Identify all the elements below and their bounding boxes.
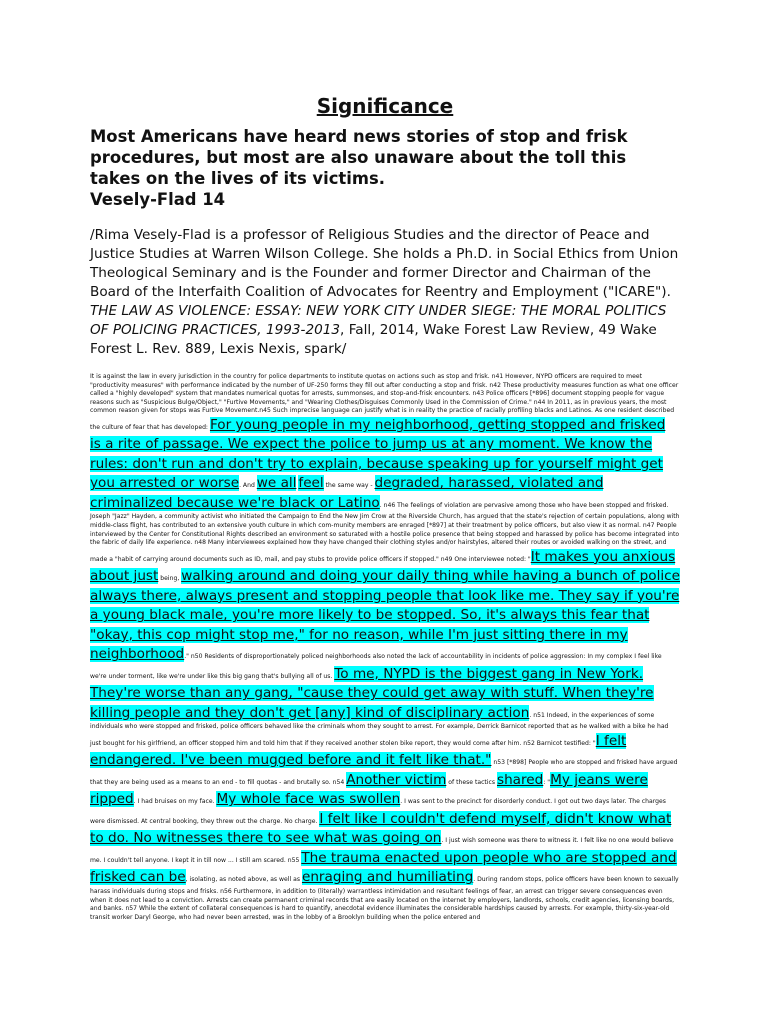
small-text: It is against the law in every jurisdiction in the country for police departments to institute quotas on actions such as stop and frisk. n41 However, NYPD officers are required to meet "productivity measures" with performance indicated by the number of UF-250 forms they fill out after conducting a stop and frisk. n42 These productivity measures function as what one officer called a "highly developed" system that mandates numerical quotas for arrests, summonses, and stop-and-frisk encounters. n43 Police officers [*896] document stopping people for vague reasons such as "Suspicious Bulge/Object," "Furtive Movements," and "Wearing Clothes/Disguises Commonly Used in the Commission of Crime." n44 In 2011, as in previous years, the most common reason given for stops was Furtive Movement.n45 Such imprecise language can justify what is in reality the practice of racially profiling blacks and Latinos. As one resident described the culture of fear that has developed: [90, 373, 679, 431]
citation-pre: /Rima Vesely-Flad is a professor of Religious Studies and the director of Peace and Justice Studies at Warren Wilson College. She holds a Ph.D. in Social Ethics from Union Theological Seminary and is the Founder and former Director and Chairman of the Board of the Interfaith Coalition of Advocates for Reentry and Employment ("ICARE"). [90, 227, 679, 300]
page-title: Significance [316, 94, 454, 118]
highlighted-text: we all [256, 475, 297, 492]
highlighted-text: For young people in my neighborhood, getting stopped and frisked is a rite of passage. We expect the police to jump us at any moment. We know the rules: don't run and don't try to explain, because speaking up for yourself might get you arrested or worse [90, 416, 666, 492]
document-page [90, 94, 680, 922]
highlighted-text: feel [298, 475, 324, 492]
small-text: . I just wish someone was there to witness it. I felt like no one would believe me. I couldn't tell anyone. I kept it in till now ... I still am scared. n55 [90, 837, 674, 864]
cite-author: Vesely-Flad 14 [90, 190, 226, 209]
small-text: . I had bruises on my face. [133, 798, 217, 806]
citation-post: , Fall, 2014, Wake Forest Law Review, 49 Wake Forest L. Rev. 889, Lexis Nexis, spark/ [90, 322, 657, 357]
highlighted-text: I felt like I couldn't defend myself, didn't know what to do. No witnesses there to see what was going on [90, 810, 672, 847]
highlighted-text: shared [496, 771, 544, 788]
citation [90, 226, 680, 359]
small-text: the same way - [323, 482, 375, 490]
small-text: of these tactics [446, 778, 497, 786]
small-text: , isolating, as noted above, as well as [185, 876, 302, 884]
highlighted-text: It makes you anxious about just [90, 548, 676, 585]
small-text: . n51 Indeed, in the experiences of some individuals who were stopped and frisked, police officers behaved like the criminals whom they sought to arrest. For example, Derrick Barnicot reported that as he walked with a bike he had just bought for his girlfriend, an officer stopped him and told him that if they received another stolen bike report, they would come after him. n52 Barnicot testified: " [90, 711, 669, 747]
small-text: . And [239, 482, 257, 490]
small-text: : " [543, 778, 551, 786]
highlighted-text: My whole face was swollen [216, 791, 401, 808]
highlighted-text: My jeans were ripped [90, 771, 648, 808]
small-text: being, [158, 575, 182, 583]
highlighted-text: Another victim [346, 771, 447, 788]
highlighted-text: enraging and humiliating [301, 869, 474, 886]
small-text: . During random stops, police officers have been known to sexually harass individuals during stops and frisks. n56 Furthermore, in addition to (literally) warrantless intimidation and resultant feelings of fear, an arrest can trigger severe consequences even when it does not lead to a conviction. Arrests can create permanent criminal records that are easily located on the internet by employers, landlords, schools, credit agencies, licensing boards, and banks. n57 While the extent of collateral consequences is hard to quantify, anecdotal evidence illuminates the considerable hardships caused by arrests. For example, thirty-six-year-old transit worker Daryl George, who had never been arrested, was in the lobby of a Brooklyn building when the police entered and [90, 876, 679, 921]
small-text: . I was sent to the precinct for disorderly conduct. I got out two days later. The charges were dismissed. At central booking, they threw out the charge. No charge. [90, 798, 666, 825]
card-tag: Most Americans have heard news stories of stop and frisk procedures, but most are also unaware about the toll this takes on the lives of its victims. [90, 127, 628, 188]
card-evidence-text [90, 373, 680, 922]
highlighted-text: degraded, harassed, violated and criminalized because we're black or Latino [90, 475, 604, 511]
highlighted-text: I felt endangered. I've been mugged before and it felt like that." [90, 732, 627, 769]
citation-article-title: THE LAW AS VIOLENCE: ESSAY: NEW YORK CITY UNDER SIEGE: THE MORAL POLITICS OF POLICING PRACTICES, 1993-2013 [90, 303, 667, 338]
small-text: ." n50 Residents of disproportionately policed neighborhoods also noted the lack of accountability in incidents of police aggression: In my complex I feel like we're under torment, like we're under like this big gang that's bullying all of us. [90, 653, 662, 680]
small-text: n53 [*898] People who are stopped and frisked have argued that they are being used as a means to an end - to fill quotas - and brutally so. n54 [90, 759, 678, 786]
small-text: . n46 The feelings of violation are pervasive among those who have been stopped and frisked. Joseph "Jazz" Hayden, a community activist who initiated the Campaign to End the New Jim Crow at the Riverside Church, has argued that the state's rejection of certain populations, along with middle-class flight, has contributed to an extensive youth culture in which com-munity members are enraged [*897] at their treatment by police officers, but also view it as normal. n47 People interviewed by the Center for Constitutional Rights described an environment so saturated with a hostile police presence that being stopped and harassed by police has become integrated into the fabric of daily life experience. n48 Many interviewees explained how they have changed their clothing styles and/or hairstyles, altered their routes or avoided walking on the street, and made a "habit of carrying around documents such as ID, mail, and pay stubs to provide police officers if stopped." n49 One interviewee noted: " [90, 501, 680, 563]
highlighted-text: To me, NYPD is the biggest gang in New York. They're worse than any gang, "cause they could get away with stuff. When they're killing people and they don't get [any] kind of disciplinary action [90, 665, 654, 721]
highlighted-text: walking around and doing your daily thing while having a bunch of police always there, always present and stopping people that look like me. They say if you're a young black male, you're more likely to be stopped. So, it's always this fear that "okay, this cop might stop me," for no reason, while I'm just sitting there in my neighborhood [90, 568, 680, 663]
highlighted-text: The trauma enacted upon people who are stopped and frisked can be [90, 849, 677, 886]
